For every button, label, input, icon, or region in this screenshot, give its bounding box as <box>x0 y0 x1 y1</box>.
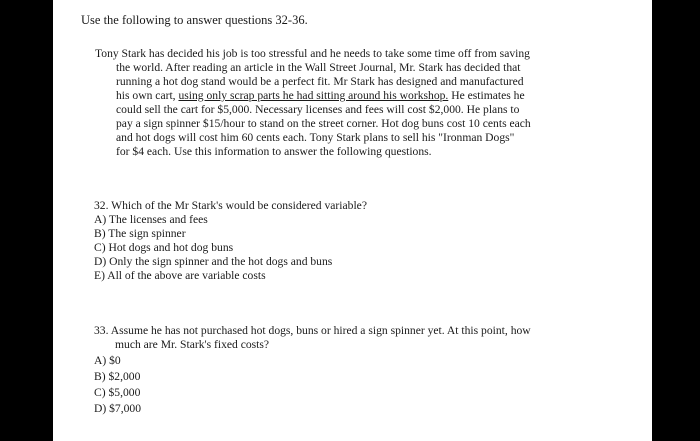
passage-line: the world. After reading an article in the Wall Street Journal, Mr. Stark has decided that <box>116 61 521 74</box>
answer-option: E) All of the above are variable costs <box>94 269 266 282</box>
passage-text: his own cart, <box>116 89 179 102</box>
underlined-phrase: using only scrap parts he had sitting around his workshop. <box>178 89 449 102</box>
passage-line: for $4 each. Use this information to answer the following questions. <box>116 145 432 158</box>
question-text: much are Mr. Stark's fixed costs? <box>115 338 270 351</box>
answer-option: D) $7,000 <box>94 402 142 415</box>
passage-line: and hot dogs will cost him 60 cents each. Tony Stark plans to sell his "Ironman Dogs" <box>116 131 515 144</box>
question-text: 32. Which of the Mr Stark's would be considered variable? <box>94 199 367 212</box>
passage-line <box>116 89 525 102</box>
intro-heading: Use the following to answer questions 32-36. <box>81 13 308 27</box>
document-page <box>53 0 652 441</box>
left-black-border <box>0 0 53 441</box>
right-black-border <box>652 0 700 441</box>
answer-option: C) Hot dogs and hot dog buns <box>94 241 234 254</box>
answer-option: A) The licenses and fees <box>94 213 208 226</box>
answer-option: D) Only the sign spinner and the hot dogs and buns <box>94 255 333 268</box>
answer-option: C) $5,000 <box>94 386 141 399</box>
passage-line: Tony Stark has decided his job is too stressful and he needs to take some time off from saving <box>95 47 530 60</box>
passage-line: could sell the cart for $5,000. Necessary licenses and fees will cost $2,000. He plans to <box>116 103 520 116</box>
answer-option: B) $2,000 <box>94 370 141 383</box>
answer-option: A) $0 <box>94 354 121 367</box>
passage-text: He estimates he <box>448 89 525 102</box>
answer-option: B) The sign spinner <box>94 227 186 240</box>
passage-line: pay a sign spinner $15/hour to stand on the street corner. Hot dog buns cost 10 cents each <box>116 117 531 130</box>
passage-line: running a hot dog stand would be a perfect fit. Mr Stark has designed and manufactured <box>116 75 524 88</box>
question-text: 33. Assume he has not purchased hot dogs, buns or hired a sign spinner yet. At this point, how <box>94 324 531 337</box>
